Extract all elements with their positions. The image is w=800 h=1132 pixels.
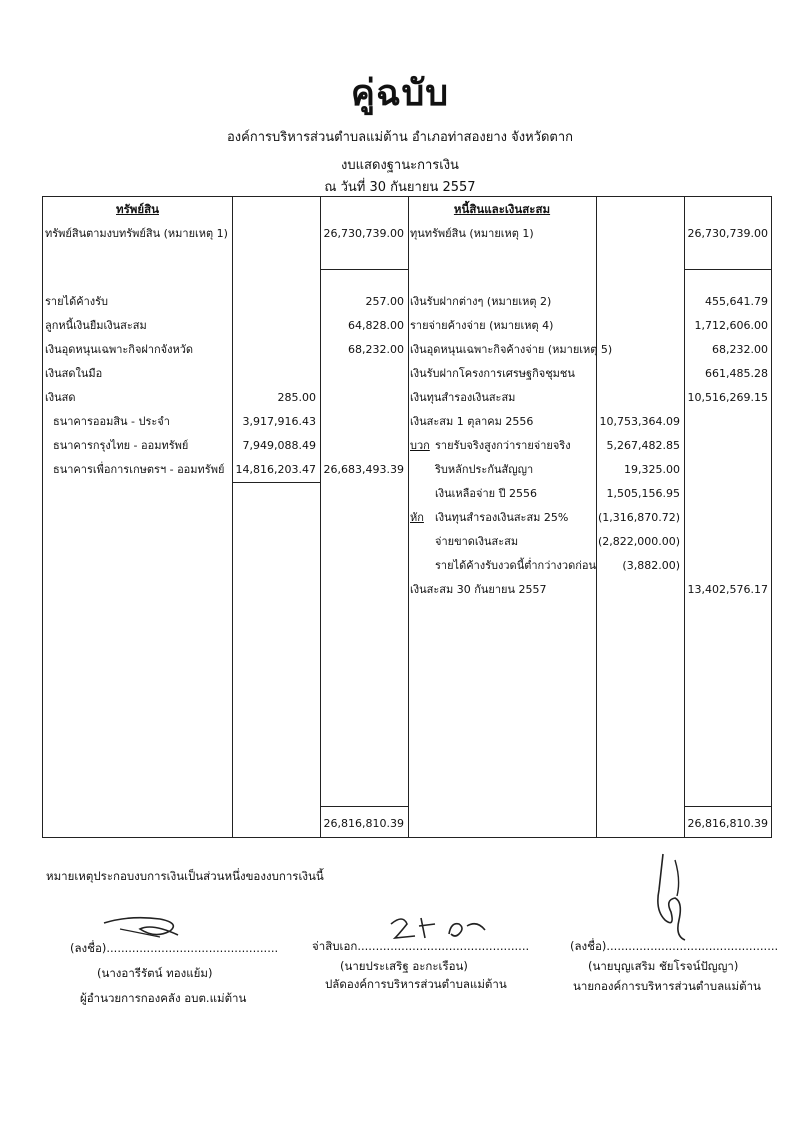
liability-sub: 5,267,482.85 <box>606 439 680 452</box>
asset-sub: 7,949,088.49 <box>242 439 316 452</box>
signature-right <box>635 850 705 945</box>
signature-right-line: (ลงชื่อ)............................................... <box>570 939 779 953</box>
balance-sheet-table <box>42 196 772 838</box>
asset-label: ธนาคารเพื่อการเกษตรฯ - ออมทรัพย์ <box>53 463 225 476</box>
liability-sub: (3,882.00) <box>622 559 680 572</box>
liability-total: 68,232.00 <box>712 343 768 356</box>
liability-total: 1,712,606.00 <box>694 319 768 332</box>
liability-label: รายจ่ายค้างจ่าย (หมายเหตุ 4) <box>410 319 554 332</box>
liability-label: เงินรับฝากโครงการเศรษฐกิจชุมชน <box>410 367 575 380</box>
liability-label: ทุนทรัพย์สิน (หมายเหตุ 1) <box>410 227 534 240</box>
liability-label: เงินอุดหนุนเฉพาะกิจค้างจ่าย (หมายเหตุ 5) <box>410 343 613 356</box>
copy-stamp: คู่ฉบับ <box>350 73 450 114</box>
signature-left-line: (ลงชื่อ)............................................... <box>70 941 279 955</box>
liability-sub: (2,822,000.00) <box>597 535 680 548</box>
liabilities-heading: หนี้สินและเงินสะสม <box>453 202 551 216</box>
asset-total: 257.00 <box>365 295 404 308</box>
org-name: องค์การบริหารส่วนตำบลแม่ต้าน อำเภอท่าสองยาง จังหวัดตาก <box>226 130 574 145</box>
signature-center-line: จ่าสิบเอก............................................... <box>312 939 530 953</box>
liability-label: เงินเหลือจ่าย ปี 2556 <box>435 487 538 500</box>
asset-sub: 14,816,203.47 <box>235 463 316 476</box>
liability-label: เงินทุนสำรองเงินสะสม <box>410 391 516 404</box>
asset-label: ธนาคารกรุงไทย - ออมทรัพย์ <box>53 439 189 452</box>
asset-label: ลูกหนี้เงินยืมเงินสะสม <box>45 319 147 332</box>
liability-label: รายได้ค้างรับงวดนี้ต่ำกว่างวดก่อน <box>435 559 597 572</box>
liability-total: 26,730,739.00 <box>687 227 768 240</box>
liability-label: ริบหลักประกันสัญญา <box>435 463 534 476</box>
signature-right-title: นายกองค์การบริหารส่วนตำบลแม่ต้าน <box>573 979 761 993</box>
asset-total: 68,232.00 <box>348 343 404 356</box>
asset-total: 64,828.00 <box>348 319 404 332</box>
asset-sub: 285.00 <box>277 391 316 404</box>
liability-total: 13,402,576.17 <box>687 583 768 596</box>
asset-label: ธนาคารออมสิน - ประจำ <box>53 415 170 428</box>
liability-label: เงินรับฝากต่างๆ (หมายเหตุ 2) <box>410 295 552 308</box>
liability-total: 661,485.28 <box>705 367 768 380</box>
liability-label: เงินสะสม 1 ตุลาคม 2556 <box>410 415 534 428</box>
liability-label: จ่ายขาดเงินสะสม <box>435 535 519 548</box>
liability-prefix: หัก <box>410 511 424 524</box>
assets-heading: ทรัพย์สิน <box>116 202 159 216</box>
statement-date: ณ วันที่ 30 กันยายน 2557 <box>324 180 476 195</box>
liability-sub: 19,325.00 <box>624 463 680 476</box>
liability-prefix: บวก <box>410 439 430 452</box>
liability-total: 10,516,269.15 <box>687 391 768 404</box>
statement-title: งบแสดงฐานะการเงิน <box>341 158 459 173</box>
liability-label: รายรับจริงสูงกว่ารายจ่ายจริง <box>435 439 571 452</box>
liability-sub: (1,316,870.72) <box>597 511 680 524</box>
asset-sub: 3,917,916.43 <box>242 415 316 428</box>
assets-grand-total: 26,816,810.39 <box>323 817 404 830</box>
liability-label: เงินสะสม 30 กันยายน 2557 <box>410 583 547 596</box>
signature-left-name: (นางอารีรัตน์ ทองแย้ม) <box>97 966 213 980</box>
signature-center-name: (นายประเสริฐ อะกะเรือน) <box>340 959 468 973</box>
liabilities-grand-total: 26,816,810.39 <box>687 817 768 830</box>
signature-right-name: (นายบุญเสริม ชัยโรจน์ปัญญา) <box>588 959 739 973</box>
asset-label: ทรัพย์สินตามงบทรัพย์สิน (หมายเหตุ 1) <box>45 227 228 240</box>
signature-center-title: ปลัดองค์การบริหารส่วนตำบลแม่ต้าน <box>325 977 507 991</box>
asset-total: 26,730,739.00 <box>323 227 404 240</box>
asset-label: รายได้ค้างรับ <box>45 295 109 308</box>
liability-total: 455,641.79 <box>705 295 768 308</box>
asset-label: เงินอุดหนุนเฉพาะกิจฝากจังหวัด <box>45 343 194 356</box>
asset-total: 26,683,493.39 <box>323 463 404 476</box>
signature-left-title: ผู้อำนวยการกองคลัง อบต.แม่ต้าน <box>80 991 247 1005</box>
liability-sub: 10,753,364.09 <box>599 415 680 428</box>
asset-label: เงินสดในมือ <box>45 367 103 380</box>
signature-left <box>100 905 190 945</box>
liability-label: เงินทุนสำรองเงินสะสม 25% <box>435 511 569 524</box>
asset-label: เงินสด <box>45 391 76 404</box>
liability-sub: 1,505,156.95 <box>606 487 680 500</box>
footnote: หมายเหตุประกอบงบการเงินเป็นส่วนหนึ่งของงบการเงินนี้ <box>46 869 324 883</box>
